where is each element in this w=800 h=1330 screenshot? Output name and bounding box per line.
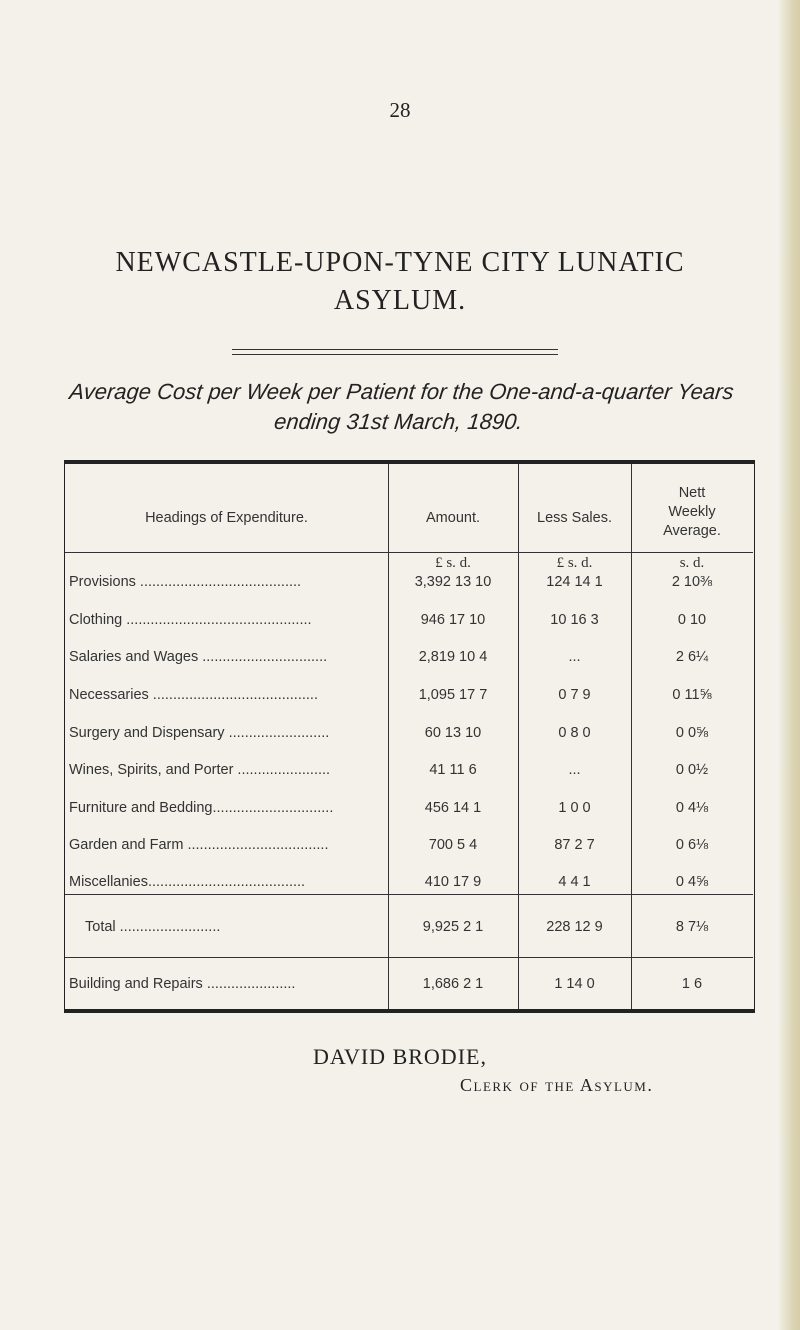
- row-nett: 0 4⅝: [675, 874, 709, 890]
- row-less-sales: 87 2 7: [554, 837, 595, 853]
- row-amount: 456 14 1: [424, 800, 482, 816]
- row-nett: 0 0½: [675, 762, 709, 778]
- subtitle-line-1: Average Cost per Week per Patient for the One-and-a-quarter Years: [68, 379, 735, 404]
- row-amount: 946 17 10: [420, 612, 486, 628]
- building-rule-top: [65, 957, 753, 958]
- document-subtitle: [37, 377, 763, 437]
- title-rule-top: [232, 349, 558, 350]
- row-less-sales: ...: [568, 762, 581, 778]
- row-amount: 2,819 10 4: [418, 649, 488, 665]
- total-less-sales: 228 12 9: [546, 919, 603, 935]
- signature-name: DAVID BRODIE,: [313, 1044, 487, 1069]
- row-nett: 0 4⅛: [675, 800, 709, 816]
- total-nett: 8 7⅛: [675, 919, 709, 935]
- row-amount: 410 17 9: [424, 874, 482, 890]
- row-label: Furniture and Bedding..............................: [69, 800, 334, 816]
- subtitle-line-2: ending 31st March, 1890.: [273, 409, 524, 434]
- row-less-sales: 1 0 0: [558, 800, 591, 816]
- title-line-2: ASYLUM.: [333, 285, 467, 316]
- header-amount: Amount.: [426, 510, 480, 526]
- row-nett: 2 6¼: [675, 649, 709, 665]
- total-rule-top: [65, 894, 753, 895]
- row-less-sales: 0 8 0: [558, 725, 591, 741]
- row-less-sales: 10 16 3: [550, 612, 599, 628]
- page-number: 28: [389, 98, 411, 122]
- row-label: Necessaries .........................................: [69, 687, 318, 703]
- row-nett: 0 0⅝: [675, 725, 709, 741]
- row-label: Provisions ........................................: [69, 574, 302, 590]
- row-nett: 0 6⅛: [675, 837, 709, 853]
- row-label: Salaries and Wages ...............................: [69, 649, 328, 665]
- row-less-sales: 4 4 1: [558, 874, 591, 890]
- header-less-sales: Less Sales.: [537, 510, 612, 526]
- row-less-sales: 0 7 9: [558, 687, 591, 703]
- title-rule-bottom: [232, 354, 558, 355]
- row-nett: 0 11⅝: [672, 687, 712, 703]
- unit-amount: £ s. d.: [435, 555, 471, 571]
- row-nett: 2 10⅜: [671, 574, 713, 590]
- row-amount: 3,392 13 10: [414, 574, 492, 590]
- header-nett-line-1: Nett: [678, 485, 706, 501]
- building-nett: 1 6: [681, 976, 703, 992]
- building-less-sales: 1 14 0: [554, 976, 595, 992]
- total-label: Total .........................: [85, 919, 221, 935]
- page-edge-shadow: [778, 0, 800, 1330]
- header-nett: [631, 484, 753, 541]
- signature-title: Clerk of the Asylum.: [460, 1075, 654, 1095]
- header-nett-line-2: Weekly: [668, 504, 716, 520]
- row-amount: 1,095 17 7: [418, 687, 488, 703]
- total-amount: 9,925 2 1: [422, 919, 484, 935]
- unit-less-sales: £ s. d.: [556, 555, 593, 571]
- expenditure-table: [64, 460, 755, 1013]
- building-label: Building and Repairs ......................: [69, 976, 296, 992]
- building-amount: 1,686 2 1: [422, 976, 484, 992]
- document-title: [40, 244, 760, 320]
- row-label: Wines, Spirits, and Porter .......................: [69, 762, 331, 778]
- row-amount: 60 13 10: [424, 725, 482, 741]
- header-nett-line-3: Average.: [663, 523, 721, 539]
- row-less-sales: 124 14 1: [546, 574, 603, 590]
- header-headings: Headings of Expenditure.: [145, 510, 308, 526]
- header-rule: [65, 552, 753, 553]
- row-label: Garden and Farm ...................................: [69, 837, 329, 853]
- unit-nett: s. d.: [679, 555, 705, 571]
- row-amount: 700 5 4: [428, 837, 478, 853]
- row-label: Surgery and Dispensary .........................: [69, 725, 330, 741]
- title-line-1: NEWCASTLE-UPON-TYNE CITY LUNATIC: [115, 247, 685, 278]
- row-nett: 0 10: [677, 612, 707, 628]
- row-amount: 41 11 6: [429, 762, 477, 778]
- row-less-sales: ...: [568, 649, 581, 665]
- row-label: Clothing ..............................................: [69, 612, 312, 628]
- row-label: Miscellanies.......................................: [69, 874, 306, 890]
